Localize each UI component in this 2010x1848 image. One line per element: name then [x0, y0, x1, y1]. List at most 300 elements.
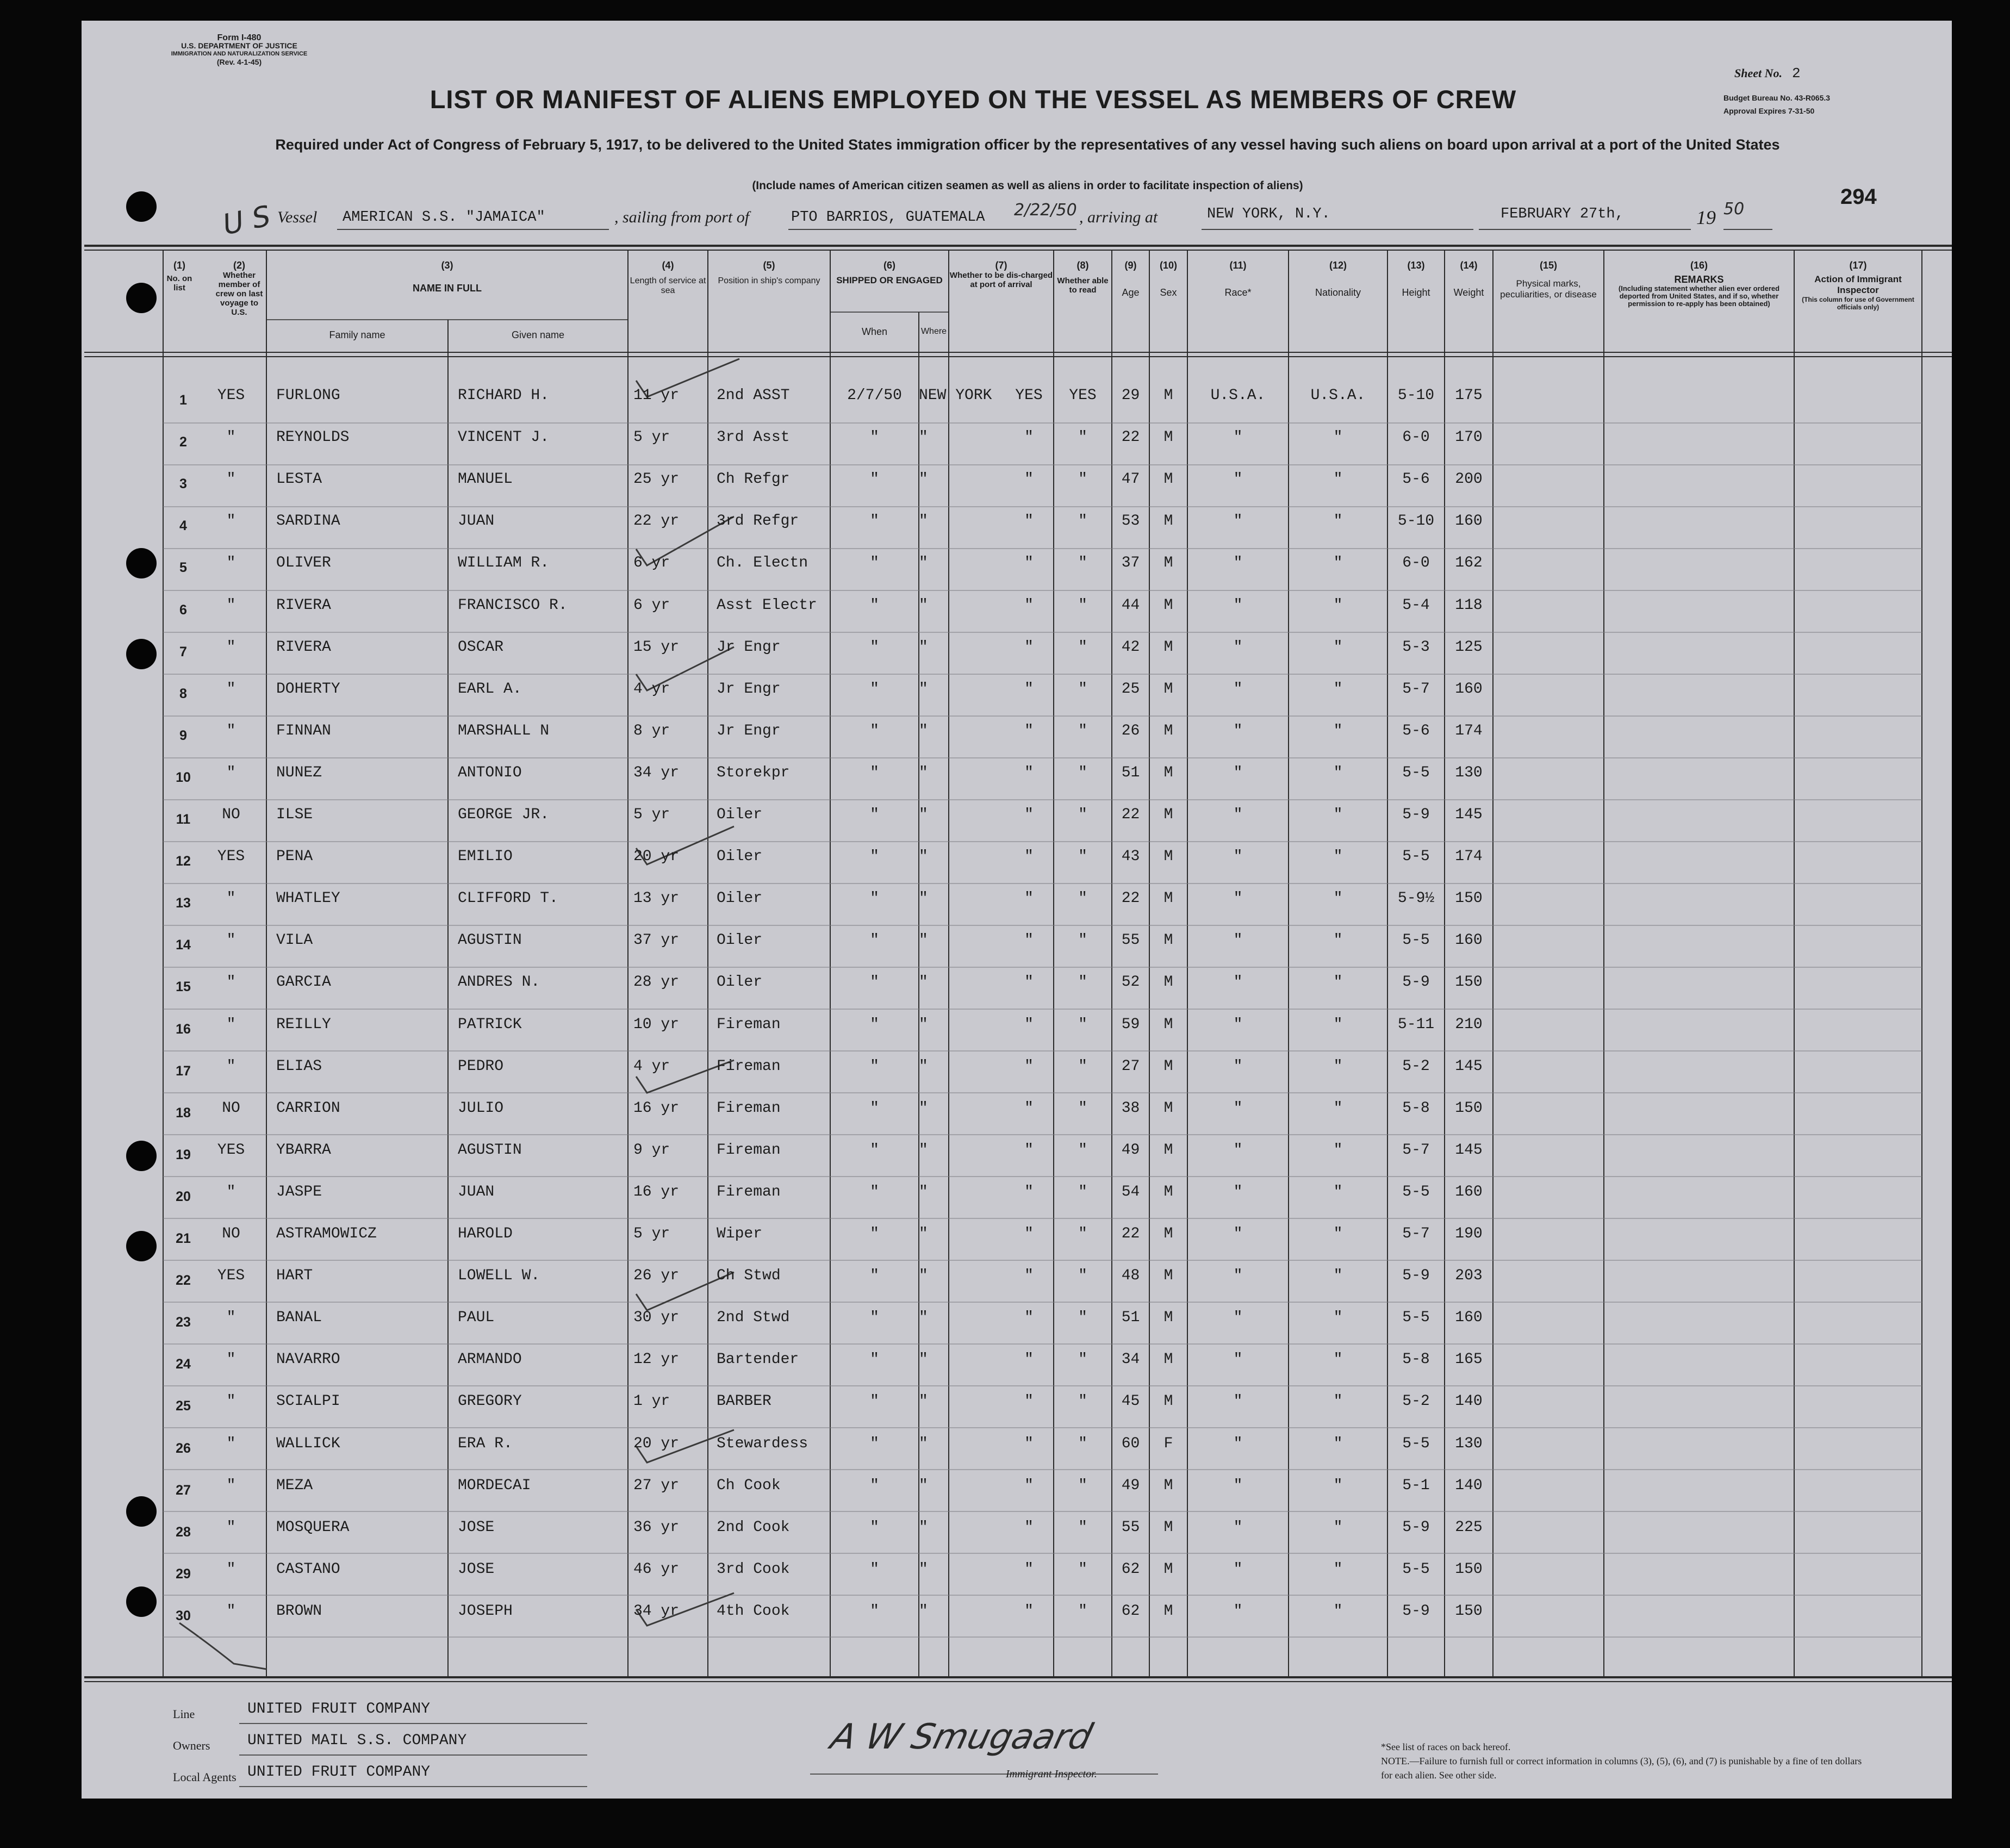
owners-label: Owners — [173, 1739, 210, 1752]
cell-race: " — [1233, 429, 1243, 446]
cell-position: 4th Cook — [717, 1602, 790, 1620]
cell-when: " — [870, 848, 879, 866]
cell-position: Oiler — [717, 848, 763, 866]
cell-position: Ch Refgr — [717, 471, 790, 488]
cell-read: " — [1078, 1351, 1087, 1368]
cell-disch: " — [1024, 513, 1034, 530]
cell-sex: M — [1163, 806, 1173, 823]
cell-weight: 174 — [1455, 722, 1483, 739]
cell-weight: 118 — [1455, 596, 1483, 614]
cell-sex: M — [1163, 1099, 1173, 1117]
cell-position: 3rd Refgr — [717, 513, 799, 530]
cell-disch: " — [1024, 1393, 1034, 1410]
cell-disch: " — [1024, 806, 1034, 823]
cell-where: " — [919, 1435, 928, 1452]
cell-prev: " — [226, 722, 236, 739]
cell-given: HAROLD — [458, 1225, 513, 1242]
cell-given: VINCENT J. — [458, 429, 550, 446]
cell-when: 2/7/50 — [847, 387, 902, 404]
cell-weight: 130 — [1455, 764, 1483, 781]
cell-disch: " — [1024, 974, 1034, 991]
row-number: 18 — [176, 1105, 191, 1121]
cell-age: 43 — [1121, 848, 1140, 866]
col-3-header: (3) NAME IN FULL — [413, 260, 482, 294]
cell-service: 22 yr — [633, 513, 680, 530]
row-number: 26 — [176, 1440, 191, 1456]
cell-where: " — [919, 596, 928, 614]
signature-line — [810, 1774, 1158, 1775]
cell-family: SARDINA — [276, 513, 340, 530]
cell-prev: " — [226, 1393, 236, 1410]
cell-race: " — [1233, 1183, 1243, 1200]
cell-weight: 150 — [1455, 890, 1483, 907]
legal-subtitle: Required under Act of Congress of February 5, 1917, to be delivered to the United States immigration officer by the representatives of any vessel having such aliens on board upon arrival at a port of the United States — [275, 136, 1780, 153]
cell-service: 6 yr — [633, 596, 670, 614]
punch-hole — [126, 1586, 157, 1617]
cell-prev: " — [226, 1057, 236, 1075]
cell-when: " — [870, 471, 879, 488]
cell-nat: " — [1333, 1393, 1343, 1410]
cell-when: " — [870, 1309, 879, 1327]
cell-disch: " — [1024, 1141, 1034, 1159]
cell-disch: " — [1024, 722, 1034, 739]
inspector-signature: A W Smugaard — [826, 1717, 1097, 1757]
year-suffix: 50 — [1723, 200, 1745, 219]
margin-mark: U S — [220, 200, 273, 242]
cell-prev: YES — [217, 387, 245, 404]
col-8-header: (8) Whether able to read — [1057, 260, 1109, 295]
cell-nat: " — [1333, 806, 1343, 823]
cell-nat: " — [1333, 1016, 1343, 1033]
cell-race: " — [1233, 1057, 1243, 1075]
row-number: 4 — [179, 518, 187, 534]
cell-age: 22 — [1121, 890, 1140, 907]
cell-where: " — [919, 1016, 928, 1033]
cell-position: Stewardess — [717, 1435, 808, 1452]
cell-position: Bartender — [717, 1351, 799, 1368]
row-number: 24 — [176, 1357, 191, 1372]
row-number: 10 — [176, 769, 191, 785]
row-number: 21 — [176, 1231, 191, 1246]
cell-where: " — [919, 1057, 928, 1075]
cell-prev: " — [226, 1351, 236, 1368]
cell-where: " — [919, 764, 928, 781]
cell-family: GARCIA — [276, 974, 331, 991]
cell-sex: M — [1163, 1602, 1173, 1620]
cell-nat: " — [1333, 1057, 1343, 1075]
row-number: 2 — [179, 434, 187, 450]
cell-read: " — [1078, 1183, 1087, 1200]
cell-race: " — [1233, 680, 1243, 698]
service-name: IMMIGRATION AND NATURALIZATION SERVICE — [171, 51, 308, 57]
cell-disch: " — [1024, 1477, 1034, 1494]
cell-weight: 160 — [1455, 1309, 1483, 1327]
cell-age: 48 — [1121, 1267, 1140, 1285]
arriving-port: NEW YORK, N.Y. — [1207, 206, 1330, 222]
when-header: When — [861, 326, 888, 337]
cell-nat: " — [1333, 596, 1343, 614]
cell-sex: M — [1163, 1141, 1173, 1159]
cell-read: " — [1078, 1560, 1087, 1578]
cell-service: 4 yr — [633, 680, 670, 698]
line-value: UNITED FRUIT COMPANY — [247, 1701, 431, 1718]
cell-when: " — [870, 1602, 879, 1620]
cell-prev: " — [226, 680, 236, 698]
agents-value: UNITED FRUIT COMPANY — [247, 1764, 431, 1781]
cell-age: 53 — [1121, 513, 1140, 530]
cell-age: 22 — [1121, 1225, 1140, 1242]
cell-height: 5-7 — [1402, 680, 1430, 698]
cell-read: " — [1078, 1016, 1087, 1033]
col-11-header: (11) Race* — [1224, 260, 1252, 298]
cell-nat: " — [1333, 974, 1343, 991]
cell-service: 4 yr — [633, 1057, 670, 1075]
cell-race: " — [1233, 890, 1243, 907]
cell-nat: " — [1333, 471, 1343, 488]
cell-race: " — [1233, 932, 1243, 949]
cell-given: FRANCISCO R. — [458, 596, 568, 614]
cell-family: PENA — [276, 848, 313, 866]
cell-position: Oiler — [717, 932, 763, 949]
cell-race: " — [1233, 974, 1243, 991]
cell-position: Ch Cook — [717, 1477, 781, 1494]
cell-sex: M — [1163, 1519, 1173, 1536]
cell-read: " — [1078, 680, 1087, 698]
cell-given: MARSHALL N — [458, 722, 550, 739]
sailing-port: PTO BARRIOS, GUATEMALA — [791, 209, 985, 226]
cell-disch: " — [1024, 1225, 1034, 1242]
cell-position: Jr Engr — [717, 722, 781, 739]
cell-given: GREGORY — [458, 1393, 522, 1410]
cell-race: " — [1233, 1267, 1243, 1285]
cell-nat: " — [1333, 638, 1343, 656]
col-14-header: (14) Weight — [1453, 260, 1484, 298]
cell-where: " — [919, 974, 928, 991]
cell-nat: " — [1333, 1560, 1343, 1578]
cell-position: 3rd Asst — [717, 429, 790, 446]
cell-race: " — [1233, 848, 1243, 866]
sailing-date: 2/22/50 — [1014, 201, 1077, 220]
cell-weight: 225 — [1455, 1519, 1483, 1536]
row-number: 30 — [176, 1608, 191, 1623]
cell-race: " — [1233, 1099, 1243, 1117]
cell-when: " — [870, 722, 879, 739]
cell-where: " — [919, 1519, 928, 1536]
cell-sex: M — [1163, 1393, 1173, 1410]
cell-sex: M — [1163, 974, 1173, 991]
cell-prev: " — [226, 471, 236, 488]
cell-where: " — [919, 638, 928, 656]
cell-age: 26 — [1121, 722, 1140, 739]
cell-given: PATRICK — [458, 1016, 522, 1033]
sheet-number — [1734, 65, 1801, 82]
cell-race: " — [1233, 1602, 1243, 1620]
cell-service: 12 yr — [633, 1351, 680, 1368]
col-5-header: (5) Position in ship's company — [718, 260, 820, 285]
cell-sex: M — [1163, 890, 1173, 907]
cell-given: WILLIAM R. — [458, 555, 550, 572]
cell-sex: M — [1163, 764, 1173, 781]
cell-height: 5-9 — [1402, 974, 1430, 991]
cell-nat: " — [1333, 1351, 1343, 1368]
cell-nat: " — [1333, 1602, 1343, 1620]
cell-height: 5-5 — [1402, 932, 1430, 949]
cell-race: " — [1233, 722, 1243, 739]
cell-age: 62 — [1121, 1560, 1140, 1578]
cell-service: 9 yr — [633, 1141, 670, 1159]
cell-read: " — [1078, 1602, 1087, 1620]
cell-read: " — [1078, 1057, 1087, 1075]
row-number: 29 — [176, 1566, 191, 1582]
cell-prev: " — [226, 1602, 236, 1620]
cell-disch: " — [1024, 638, 1034, 656]
cell-age: 45 — [1121, 1393, 1140, 1410]
cell-when: " — [870, 974, 879, 991]
cell-nat: " — [1333, 1183, 1343, 1200]
cell-prev: " — [226, 1183, 236, 1200]
cell-prev: " — [226, 638, 236, 656]
cell-race: " — [1233, 555, 1243, 572]
cell-family: ASTRAMOWICZ — [276, 1225, 377, 1242]
cell-height: 5-8 — [1402, 1099, 1430, 1117]
row-number: 7 — [179, 644, 187, 659]
cell-height: 5-9 — [1402, 806, 1430, 823]
cell-given: GEORGE JR. — [458, 806, 550, 823]
cell-height: 6-0 — [1402, 429, 1430, 446]
cell-prev: " — [226, 932, 236, 949]
cell-disch: " — [1024, 1560, 1034, 1578]
cell-service: 6 yr — [633, 555, 670, 572]
cell-where: " — [919, 1225, 928, 1242]
cell-when: " — [870, 806, 879, 823]
cell-weight: 145 — [1455, 1141, 1483, 1159]
cell-sex: M — [1163, 1016, 1173, 1033]
cell-disch: " — [1024, 848, 1034, 866]
cell-family: WALLICK — [276, 1435, 340, 1452]
row-number: 17 — [176, 1063, 191, 1079]
cell-prev: " — [226, 1519, 236, 1536]
cell-age: 59 — [1121, 1016, 1140, 1033]
cell-age: 52 — [1121, 974, 1140, 991]
cell-height: 5-9 — [1402, 1602, 1430, 1620]
cell-service: 30 yr — [633, 1309, 680, 1327]
cell-weight: 200 — [1455, 471, 1483, 488]
cell-position: Jr Engr — [717, 638, 781, 656]
cell-given: JUAN — [458, 1183, 495, 1200]
cell-weight: 162 — [1455, 555, 1483, 572]
cell-position: Oiler — [717, 806, 763, 823]
cell-height: 5-9 — [1402, 1267, 1430, 1285]
cell-height: 5-4 — [1402, 596, 1430, 614]
agents-label: Local Agents — [173, 1770, 237, 1784]
cell-race: " — [1233, 806, 1243, 823]
cell-where: " — [919, 806, 928, 823]
cell-race: U.S.A. — [1210, 387, 1266, 404]
cell-disch: " — [1024, 1267, 1034, 1285]
punch-hole — [126, 1496, 157, 1527]
cell-height: 5-5 — [1402, 1560, 1430, 1578]
cell-sex: M — [1163, 596, 1173, 614]
cell-given: MANUEL — [458, 471, 513, 488]
cell-read: " — [1078, 890, 1087, 907]
cell-height: 5-5 — [1402, 1309, 1430, 1327]
cell-nat: " — [1333, 890, 1343, 907]
cell-service: 28 yr — [633, 974, 680, 991]
cell-read: " — [1078, 974, 1087, 991]
cell-family: CASTANO — [276, 1560, 340, 1578]
cell-age: 22 — [1121, 806, 1140, 823]
cell-weight: 160 — [1455, 513, 1483, 530]
col-15-header: (15) Physical marks, peculiarities, or disease — [1500, 260, 1597, 300]
cell-position: 2nd ASST — [717, 387, 790, 404]
form-revision: (Rev. 4-1-45) — [216, 58, 262, 66]
col-4-header: (4) Length of service at sea — [630, 260, 706, 295]
row-number: 15 — [176, 979, 191, 995]
row-number: 23 — [176, 1315, 191, 1330]
cell-where: NEW YORK — [919, 387, 992, 404]
cell-height: 5-10 — [1397, 513, 1435, 530]
cell-age: 25 — [1121, 680, 1140, 698]
cell-prev: " — [226, 1016, 236, 1033]
arrival-date: FEBRUARY 27th, — [1501, 206, 1624, 222]
cell-height: 5-9 — [1402, 1519, 1430, 1536]
cell-where: " — [919, 1099, 928, 1117]
cell-height: 5-5 — [1402, 1183, 1430, 1200]
col-13-header: (13) Height — [1402, 260, 1430, 298]
cell-disch: " — [1024, 555, 1034, 572]
cell-race: " — [1233, 1477, 1243, 1494]
cell-height: 5-8 — [1402, 1351, 1430, 1368]
cell-weight: 145 — [1455, 1057, 1483, 1075]
cell-read: " — [1078, 1435, 1087, 1452]
cell-read: " — [1078, 848, 1087, 866]
cell-height: 5-3 — [1402, 638, 1430, 656]
cell-sex: M — [1163, 429, 1173, 446]
cell-read: " — [1078, 764, 1087, 781]
cell-race: " — [1233, 1016, 1243, 1033]
cell-when: " — [870, 1057, 879, 1075]
penalty-note: NOTE.—Failure to furnish full or correct information in columns (3), (5), (6), and (7) is punishable by a fine of ten dollars for each alien. See other side. — [1381, 1756, 1862, 1781]
cell-where: " — [919, 1351, 928, 1368]
cell-read: " — [1078, 555, 1087, 572]
cell-height: 5-7 — [1402, 1141, 1430, 1159]
cell-sex: M — [1163, 1477, 1173, 1494]
cell-service: 10 yr — [633, 1016, 680, 1033]
cell-position: 3rd Cook — [717, 1560, 790, 1578]
cell-where: " — [919, 680, 928, 698]
cell-disch: " — [1024, 890, 1034, 907]
cell-weight: 150 — [1455, 1099, 1483, 1117]
cell-race: " — [1233, 596, 1243, 614]
cell-nat: " — [1333, 764, 1343, 781]
cell-read: " — [1078, 1519, 1087, 1536]
cell-weight: 145 — [1455, 806, 1483, 823]
cell-position: Fireman — [717, 1057, 781, 1075]
cell-weight: 150 — [1455, 974, 1483, 991]
cell-prev: YES — [217, 1141, 245, 1159]
cell-prev: " — [226, 1309, 236, 1327]
cell-disch: " — [1024, 1057, 1034, 1075]
punch-hole — [126, 191, 157, 222]
cell-where: " — [919, 1141, 928, 1159]
cell-given: EMILIO — [458, 848, 513, 866]
approval-expiry: Approval Expires 7-31-50 — [1723, 107, 1815, 115]
cell-family: DOHERTY — [276, 680, 340, 698]
cell-prev: " — [226, 974, 236, 991]
cell-family: YBARRA — [276, 1141, 331, 1159]
cell-when: " — [870, 429, 879, 446]
cell-service: 1 yr — [633, 1393, 670, 1410]
cell-disch: " — [1024, 1435, 1034, 1452]
vessel-name: AMERICAN S.S. "JAMAICA" — [343, 209, 545, 226]
cell-age: 54 — [1121, 1183, 1140, 1200]
cell-age: 60 — [1121, 1435, 1140, 1452]
year-prefix: 19 — [1696, 207, 1716, 228]
cell-prev: " — [226, 555, 236, 572]
cell-nat: " — [1333, 513, 1343, 530]
arriving-label: , arriving at — [1079, 208, 1158, 226]
cell-service: 13 yr — [633, 890, 680, 907]
cell-given: JULIO — [458, 1099, 504, 1117]
cell-height: 5-5 — [1402, 764, 1430, 781]
cell-family: NUNEZ — [276, 764, 322, 781]
col-12-header: (12) Nationality — [1315, 260, 1361, 298]
cell-disch: " — [1024, 1099, 1034, 1117]
cell-position: Storekpr — [717, 764, 790, 781]
cell-nat: " — [1333, 1141, 1343, 1159]
cell-nat: U.S.A. — [1310, 387, 1366, 404]
cell-position: Wiper — [717, 1225, 763, 1242]
cell-service: 16 yr — [633, 1099, 680, 1117]
cell-service: 27 yr — [633, 1477, 680, 1494]
cell-family: WHATLEY — [276, 890, 340, 907]
budget-bureau-no: Budget Bureau No. 43-R065.3 — [1723, 94, 1831, 102]
cell-when: " — [870, 764, 879, 781]
cell-where: " — [919, 1393, 928, 1410]
cell-family: FURLONG — [276, 387, 340, 404]
cell-read: " — [1078, 638, 1087, 656]
cell-prev: NO — [222, 806, 240, 823]
cell-disch: " — [1024, 1309, 1034, 1327]
cell-height: 5-6 — [1402, 471, 1430, 488]
cell-where: " — [919, 555, 928, 572]
cell-nat: " — [1333, 1519, 1343, 1536]
cell-family: REYNOLDS — [276, 429, 350, 446]
cell-prev: " — [226, 764, 236, 781]
cell-weight: 175 — [1455, 387, 1483, 404]
col-2-header: (2) Whether member of crew on last voyage to U.S. — [215, 260, 263, 317]
cell-nat: " — [1333, 429, 1343, 446]
cell-height: 5-9½ — [1397, 890, 1435, 907]
cell-race: " — [1233, 1351, 1243, 1368]
cell-age: 27 — [1121, 1057, 1140, 1075]
row-number: 19 — [176, 1147, 191, 1162]
cell-prev: " — [226, 1435, 236, 1452]
cell-race: " — [1233, 1435, 1243, 1452]
cell-weight: 160 — [1455, 680, 1483, 698]
cell-age: 49 — [1121, 1477, 1140, 1494]
cell-sex: M — [1163, 513, 1173, 530]
cell-age: 62 — [1121, 1602, 1140, 1620]
cell-nat: " — [1333, 1099, 1343, 1117]
cell-family: FINNAN — [276, 722, 331, 739]
cell-where: " — [919, 722, 928, 739]
cell-race: " — [1233, 1309, 1243, 1327]
cell-disch: " — [1024, 1519, 1034, 1536]
cell-prev: " — [226, 890, 236, 907]
cell-prev: NO — [222, 1099, 240, 1117]
cell-when: " — [870, 1225, 879, 1242]
